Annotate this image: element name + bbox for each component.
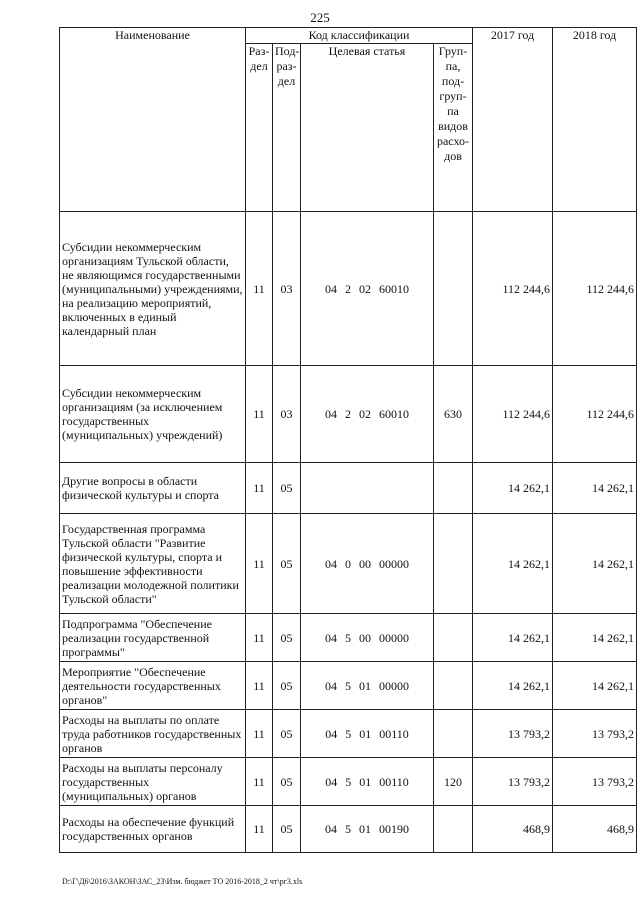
row-expense-group — [434, 662, 473, 710]
row-section: 11 — [246, 463, 273, 514]
row-amount-2018: 112 244,6 — [553, 212, 637, 366]
row-name: Расходы на выплаты по оплате труда работников государственных органов — [60, 710, 246, 758]
row-expense-group — [434, 614, 473, 662]
row-section: 11 — [246, 212, 273, 366]
row-amount-2018: 14 262,1 — [553, 463, 637, 514]
row-subsection: 05 — [273, 463, 301, 514]
row-target-article: 04 2 02 60010 — [301, 366, 434, 463]
row-expense-group — [434, 212, 473, 366]
row-expense-group — [434, 806, 473, 853]
row-name: Государственная программа Тульской области "Развитие физической культуры, спорта и повышение эффективности реализации молодежной политики Тульской области" — [60, 514, 246, 614]
row-expense-group — [434, 463, 473, 514]
table-row — [60, 758, 637, 806]
header-subsection: Под- раз- дел — [273, 44, 301, 212]
row-section: 11 — [246, 614, 273, 662]
row-amount-2017: 112 244,6 — [473, 212, 553, 366]
row-amount-2018: 13 793,2 — [553, 710, 637, 758]
row-amount-2018: 468,9 — [553, 806, 637, 853]
row-name: Мероприятие "Обеспечение деятельности государственных органов" — [60, 662, 246, 710]
row-subsection: 05 — [273, 662, 301, 710]
row-target-article: 04 5 01 00000 — [301, 662, 434, 710]
row-subsection: 05 — [273, 710, 301, 758]
table-row — [60, 514, 637, 614]
row-expense-group — [434, 710, 473, 758]
row-amount-2017: 14 262,1 — [473, 463, 553, 514]
row-subsection: 03 — [273, 212, 301, 366]
row-section: 11 — [246, 366, 273, 463]
row-section: 11 — [246, 758, 273, 806]
row-subsection: 05 — [273, 758, 301, 806]
header-name: Наименование — [60, 28, 246, 212]
row-amount-2017: 14 262,1 — [473, 614, 553, 662]
row-target-article: 04 5 01 00190 — [301, 806, 434, 853]
table-row — [60, 366, 637, 463]
row-section: 11 — [246, 806, 273, 853]
header-target-article: Целевая статья — [301, 44, 434, 212]
row-amount-2017: 14 262,1 — [473, 662, 553, 710]
row-expense-group: 120 — [434, 758, 473, 806]
row-subsection: 05 — [273, 514, 301, 614]
row-amount-2017: 112 244,6 — [473, 366, 553, 463]
row-amount-2018: 14 262,1 — [553, 662, 637, 710]
header-code-group: Код классификации — [246, 28, 473, 44]
row-target-article: 04 5 01 00110 — [301, 710, 434, 758]
row-section: 11 — [246, 662, 273, 710]
row-subsection: 05 — [273, 806, 301, 853]
table-row — [60, 710, 637, 758]
row-name: Расходы на выплаты персоналу государственных (муниципальных) органов — [60, 758, 246, 806]
row-subsection: 05 — [273, 614, 301, 662]
row-target-article — [301, 463, 434, 514]
header-year-2017: 2017 год — [473, 28, 553, 212]
row-name: Расходы на обеспечение функций государственных органов — [60, 806, 246, 853]
row-expense-group — [434, 514, 473, 614]
header-expense-group: Груп- па, под- груп- па видов расхо- дов — [434, 44, 473, 212]
table-row — [60, 212, 637, 366]
row-expense-group: 630 — [434, 366, 473, 463]
row-target-article: 04 5 00 00000 — [301, 614, 434, 662]
row-amount-2018: 13 793,2 — [553, 758, 637, 806]
table-row — [60, 662, 637, 710]
row-target-article: 04 2 02 60010 — [301, 212, 434, 366]
row-section: 11 — [246, 514, 273, 614]
row-name: Субсидии некоммерческим организациям (за исключением государственных (муниципальных) учреждений) — [60, 366, 246, 463]
header-section: Раз- дел — [246, 44, 273, 212]
row-amount-2017: 14 262,1 — [473, 514, 553, 614]
row-amount-2017: 468,9 — [473, 806, 553, 853]
row-name: Подпрограмма "Обеспечение реализации государственной программы" — [60, 614, 246, 662]
header-year-2018: 2018 год — [553, 28, 637, 212]
row-name: Другие вопросы в области физической культуры и спорта — [60, 463, 246, 514]
footer-file-path: D:\Г\Д6\2016\ЗАКОН\ЗАС_23\Изм. бюджет ТО 2016-2018_2 чт\рг3.xls — [62, 877, 303, 886]
row-amount-2018: 14 262,1 — [553, 614, 637, 662]
row-amount-2017: 13 793,2 — [473, 710, 553, 758]
header-row-top — [60, 28, 637, 44]
page-number: 225 — [310, 10, 330, 25]
table-row — [60, 463, 637, 514]
budget-table — [59, 27, 637, 853]
row-amount-2018: 14 262,1 — [553, 514, 637, 614]
row-name: Субсидии некоммерческим организациям Тульской области, не являющимся государственными (муниципальными) учреждениями, на реализацию мероприятий, включенных в единый календарный план — [60, 212, 246, 366]
row-amount-2017: 13 793,2 — [473, 758, 553, 806]
row-amount-2018: 112 244,6 — [553, 366, 637, 463]
row-target-article: 04 0 00 00000 — [301, 514, 434, 614]
row-section: 11 — [246, 710, 273, 758]
table-row — [60, 614, 637, 662]
row-target-article: 04 5 01 00110 — [301, 758, 434, 806]
table-row — [60, 806, 637, 853]
row-subsection: 03 — [273, 366, 301, 463]
